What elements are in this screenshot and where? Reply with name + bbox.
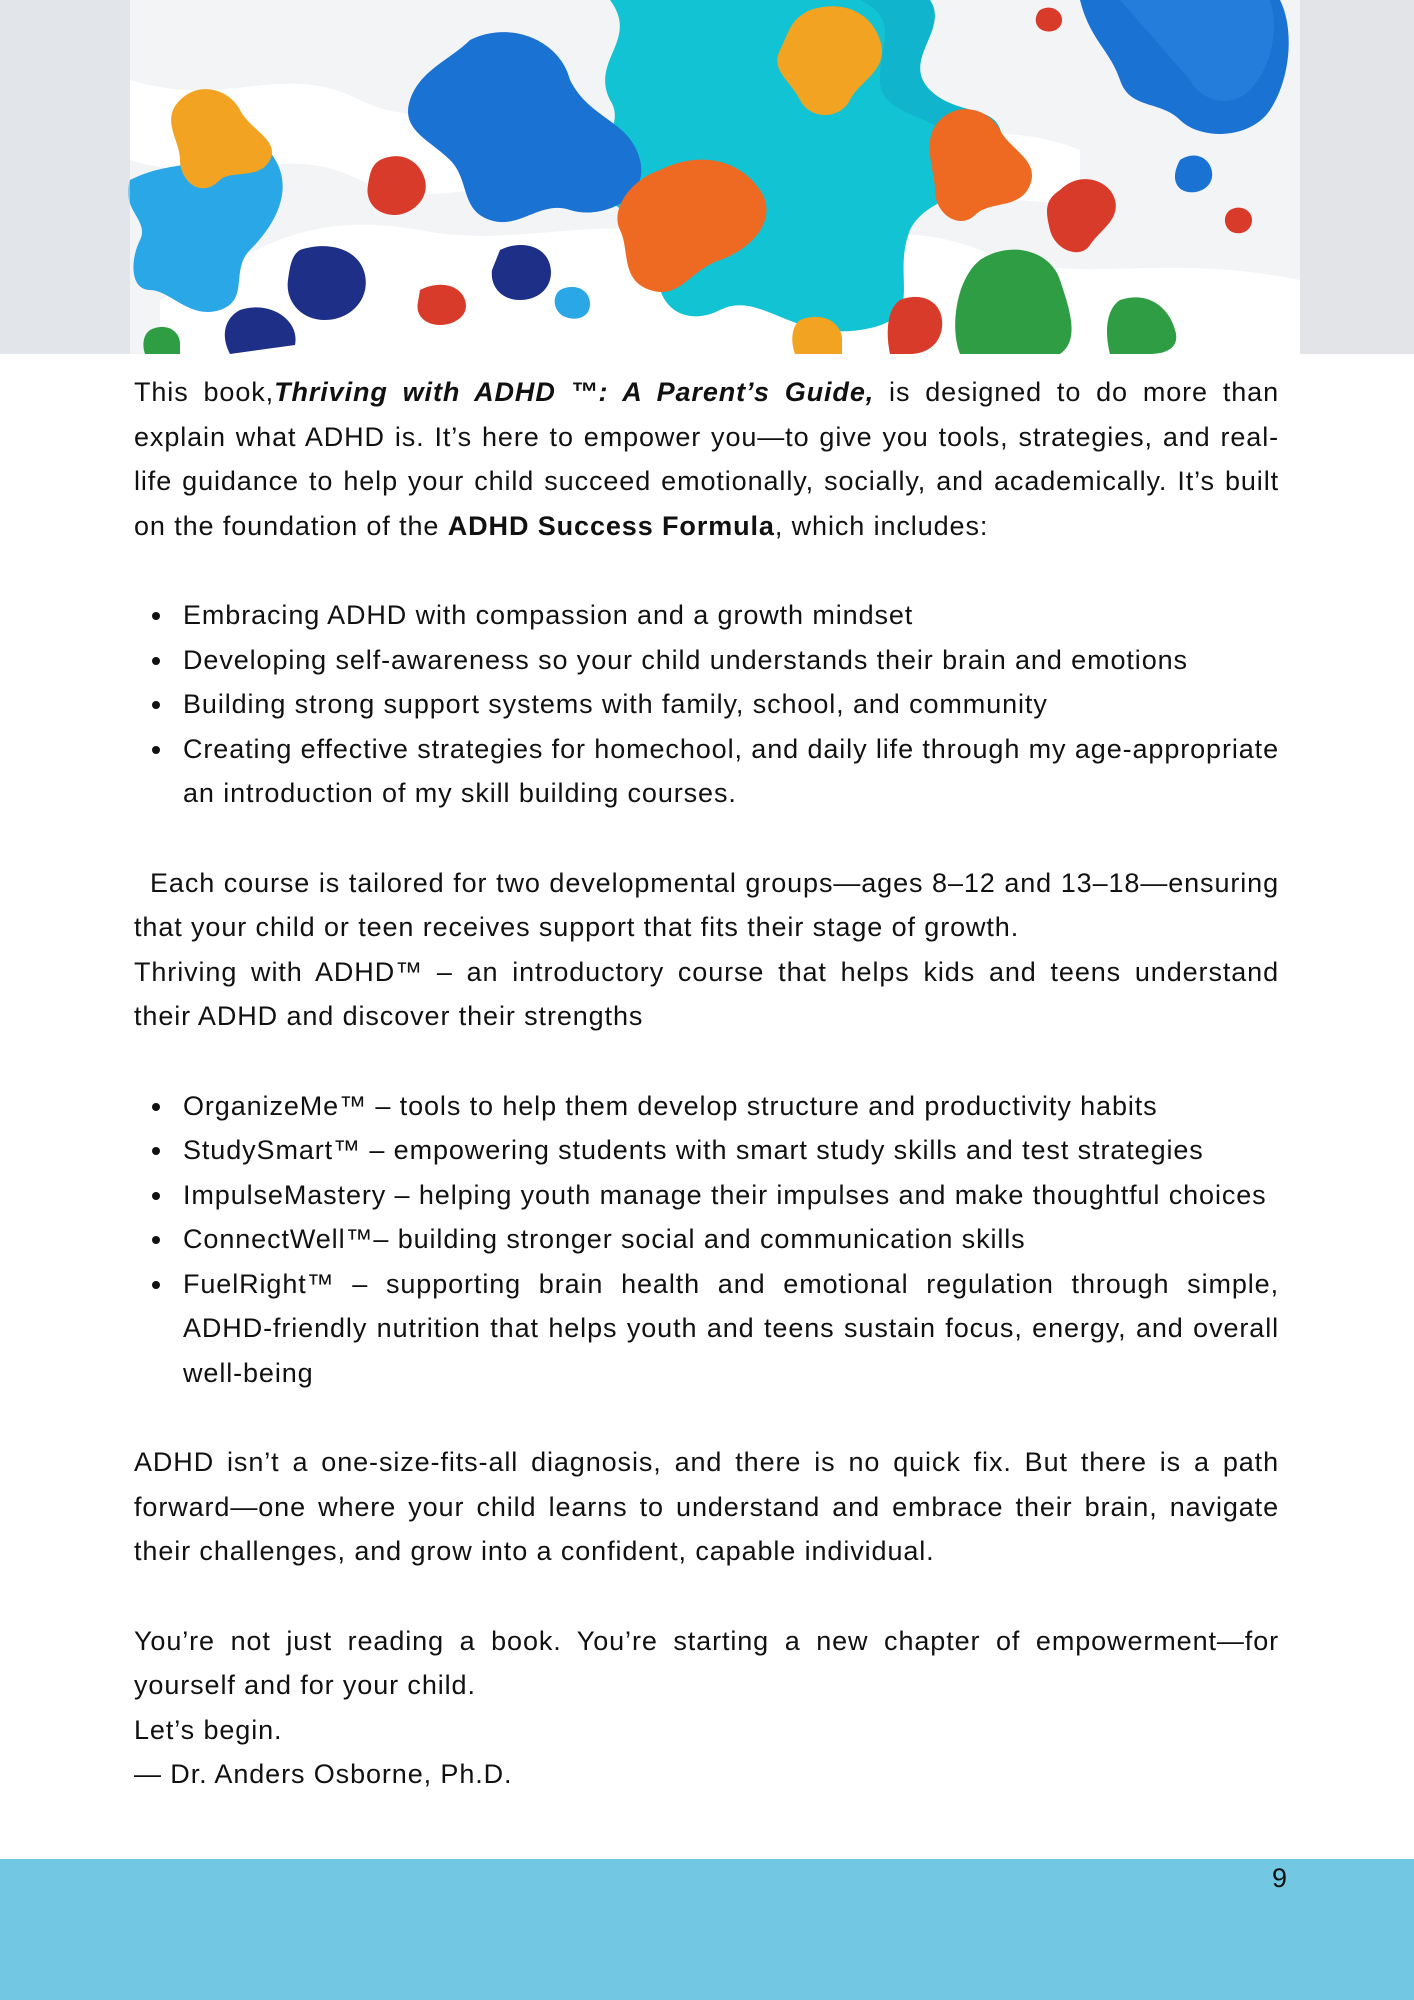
intro-paragraph — [134, 370, 1279, 548]
list-item: OrganizeMe™ – tools to help them develop structure and productivity habits — [183, 1084, 1279, 1129]
footer-color-band — [0, 1859, 1414, 2000]
list-item: FuelRight™ – supporting brain health and emotional regulation through simple, ADHD-friendly nutrition that helps youth and teens sustain focus, energy, and overall well-being — [183, 1262, 1279, 1396]
list-item: Developing self-awareness so your child understands their brain and emotions — [183, 638, 1279, 683]
list-item: StudySmart™ – empowering students with smart study skills and test strategies — [183, 1128, 1279, 1173]
intro-prefix: This book, — [134, 377, 275, 407]
formula-name: ADHD Success Formula — [447, 510, 775, 541]
lets-begin-line: Let’s begin. — [134, 1714, 283, 1745]
intro-middle: is designed to do more than explain what ADHD is. It’s here to empower you—to give you tools, strategies, and real-life guidance to help your child succeed emotionally, socially, and academically. It’s built on the foundation of the — [134, 377, 1280, 541]
book-title: Thriving with ADHD ™: A Parent’s Guide, — [274, 377, 875, 407]
closing-paragraph: ADHD isn’t a one-size-fits-all diagnosis, and there is no quick fix. But there is a path forward—one where your child learns to understand and embrace their brain, navigate their challenges, and grow into a confident, capable individual. — [134, 1447, 1279, 1567]
courses-intro-paragraph: Each course is tailored for two developmental groups—ages 8–12 and 13–18—ensuring that your child or teen receives support that fits their stage of growth. — [134, 867, 1279, 943]
page-body — [134, 370, 1279, 1797]
course-list — [134, 1084, 1279, 1396]
spacer — [134, 816, 1279, 861]
list-item: ConnectWell™– building stronger social and communication skills — [183, 1217, 1279, 1262]
spacer — [134, 1574, 1279, 1619]
list-item: Creating effective strategies for homechool, and daily life through my age-appropriate an introduction of my skill building courses. — [183, 727, 1279, 816]
list-item: Building strong support systems with family, school, and community — [183, 682, 1279, 727]
final-paragraph: You’re not just reading a book. You’re starting a new chapter of empowerment—for yourself and for your child. — [134, 1625, 1279, 1701]
formula-list — [134, 593, 1279, 816]
intro-suffix: , which includes: — [774, 510, 989, 541]
thriving-course-paragraph: Thriving with ADHD™ – an introductory course that helps kids and teens understand their ADHD and discover their strengths — [134, 956, 1279, 1032]
list-item: ImpulseMastery – helping youth manage their impulses and make thoughtful choices — [183, 1173, 1279, 1218]
spacer — [134, 1396, 1279, 1441]
puzzle-pieces-illustration — [0, 0, 1414, 354]
spacer — [134, 548, 1279, 593]
header-banner-image — [0, 0, 1414, 354]
author-signature: — Dr. Anders Osborne, Ph.D. — [134, 1759, 513, 1790]
spacer — [134, 1039, 1279, 1084]
page-number: 9 — [1271, 1863, 1287, 1893]
list-item: Embracing ADHD with compassion and a growth mindset — [183, 593, 1279, 638]
